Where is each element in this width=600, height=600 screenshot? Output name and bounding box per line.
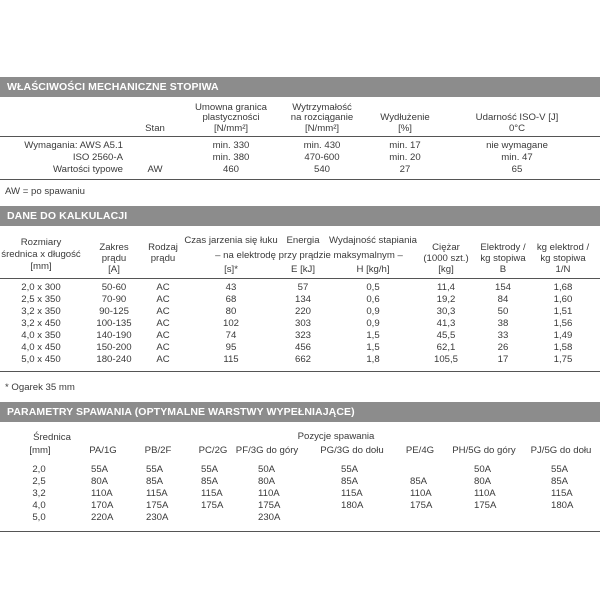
params-cell: 80A [258, 476, 276, 487]
col-header-wydajnosc-2: H [kg/h] [356, 264, 390, 275]
params-cell: 85A [146, 476, 164, 487]
calc-cell: 1,58 [553, 342, 573, 353]
calc-cell: 41,3 [436, 318, 456, 329]
col-header-kg-2: kg stopiwa [540, 253, 586, 264]
calc-cell: 38 [497, 318, 509, 329]
calc-cell: 57 [297, 282, 309, 293]
col-header-kg-1: kg elektrod / [536, 242, 590, 253]
params-cell: 175A [258, 500, 281, 511]
calc-cell: 11,4 [437, 282, 455, 293]
mech-cell: min. 430 [303, 140, 341, 151]
col-header-rozmiary-1: Rozmiary [20, 237, 62, 248]
calc-cell: 154 [494, 282, 512, 293]
col-header-ciezar-1: Ciężar [432, 242, 460, 253]
params-cell: 115A [341, 488, 363, 499]
params-cell: 50A [474, 464, 492, 475]
params-cell: 230A [146, 512, 169, 523]
col-header-elektrody-1: Elektrody / [480, 242, 526, 253]
col-header-wydl-2: [%] [398, 123, 412, 134]
calc-cell: 19,2 [436, 294, 456, 305]
calc-cell: 74 [225, 330, 237, 341]
calc-cell: 62,1 [436, 342, 456, 353]
calc-cell: 30,3 [436, 306, 456, 317]
calc-cell: 0,5 [366, 282, 380, 293]
calc-cell: 1,5 [366, 342, 380, 353]
mech-row-label: ISO 2560-A [72, 152, 123, 163]
calc-cell: 1,5 [366, 330, 380, 341]
calc-cell: 115 [223, 354, 239, 365]
col-header-energia-2: E [kJ] [291, 264, 315, 275]
calc-cell: 662 [294, 354, 312, 365]
col-header-wydajnosc-1: Wydajność stapiania [329, 235, 417, 246]
calc-cell: 84 [497, 294, 509, 305]
params-col-header: PF/3G do góry [235, 445, 299, 456]
calc-cell: 90-125 [99, 306, 129, 317]
params-cell: 170A [91, 500, 114, 511]
params-col-header: PB/2F [144, 445, 172, 456]
calc-cell: AC [156, 306, 170, 317]
calc-cell: 0,6 [366, 294, 380, 305]
col-header-zakres-1: Zakres [99, 242, 129, 253]
mech-bottom-rule [0, 179, 600, 180]
col-header-pozycje: Pozycje spawania [297, 431, 375, 442]
params-cell: 85A [341, 476, 359, 487]
calc-cell: 70-90 [101, 294, 127, 305]
mech-cell: min. 17 [389, 140, 421, 151]
calc-cell: AC [156, 342, 170, 353]
params-cell: 175A [146, 500, 169, 511]
col-header-ciezar-3: [kg] [438, 264, 454, 275]
col-header-zakres-2: prądu [101, 253, 127, 264]
mech-row-label: Wartości typowe [52, 164, 123, 175]
params-cell: 55A [146, 464, 164, 475]
params-bottom-rule [0, 531, 600, 532]
params-cell: 85A [201, 476, 219, 487]
mech-section-title: WŁAŚCIWOŚCI MECHANICZNE STOPIWA [0, 77, 600, 97]
calc-cell: 220 [294, 306, 312, 317]
calc-cell: 95 [225, 342, 237, 353]
calc-cell: 1,49 [553, 330, 573, 341]
mech-cell: min. 330 [212, 140, 250, 151]
calc-cell: 1,60 [553, 294, 573, 305]
params-cell: 220A [91, 512, 114, 523]
params-row-diameter: 2,0 [32, 464, 46, 475]
calc-cell: 303 [294, 318, 312, 329]
calc-cell: 45,5 [436, 330, 456, 341]
params-cell: 55A [551, 464, 569, 475]
params-cell: 85A [551, 476, 569, 487]
mech-cell-stan: AW [147, 164, 163, 175]
params-cell: 110A [91, 488, 113, 499]
calc-cell: 102 [222, 318, 240, 329]
mech-cell: nie wymagane [486, 140, 548, 151]
col-header-czas-2: [s]* [224, 264, 238, 275]
params-cell: 85A [410, 476, 428, 487]
calc-cell: 68 [225, 294, 237, 305]
calc-cell: 1,56 [553, 318, 573, 329]
col-header-rozmiary-3: [mm] [30, 261, 52, 272]
params-cell: 180A [551, 500, 574, 511]
calc-cell: 43 [225, 282, 237, 293]
col-header-srednica-1: Średnica [33, 432, 71, 443]
params-cell: 180A [341, 500, 364, 511]
calc-cell: 1,75 [553, 354, 573, 365]
params-cell: 175A [201, 500, 224, 511]
calc-cell: 105,5 [433, 354, 459, 365]
col-header-wytrz-1: Wytrzymałość [292, 102, 352, 113]
calc-cell: AC [156, 318, 170, 329]
col-header-energia-1: Energia [286, 235, 320, 246]
calc-cell: 80 [225, 306, 237, 317]
calc-row-size: 2,5 x 350 [21, 294, 61, 305]
mech-cell: 27 [399, 164, 411, 175]
calc-note: * Ogarek 35 mm [5, 382, 75, 393]
params-col-header: PJ/5G do dołu [530, 445, 592, 456]
col-header-ciezar-2: (1000 szt.) [423, 253, 469, 264]
mech-cell: min. 380 [212, 152, 250, 163]
col-header-udar-1: Udarność ISO-V [J] [475, 112, 559, 123]
params-cell: 115A [201, 488, 223, 499]
params-cell: 80A [91, 476, 109, 487]
params-col-header: PE/4G [405, 445, 435, 456]
calc-cell: 1,51 [553, 306, 573, 317]
calc-cell: 26 [497, 342, 509, 353]
mech-cell: 470-600 [304, 152, 340, 163]
col-header-kg-3: 1/N [555, 264, 571, 275]
calc-header-rule [0, 278, 600, 279]
params-row-diameter: 2,5 [32, 476, 46, 487]
params-cell: 175A [410, 500, 433, 511]
mech-cell: 65 [511, 164, 523, 175]
params-cell: 115A [551, 488, 573, 499]
params-cell: 80A [474, 476, 492, 487]
calc-row-size: 2,0 x 300 [21, 282, 61, 293]
calc-cell: 456 [294, 342, 312, 353]
mech-cell: min. 20 [389, 152, 421, 163]
params-col-header: PG/3G do dołu [320, 445, 384, 456]
calc-cell: 323 [294, 330, 312, 341]
col-header-rodzaj-1: Rodzaj [148, 242, 178, 253]
col-header-czas-span: – na elektrodę przy prądzie maksymalnym – [215, 250, 403, 261]
col-header-wytrz-3: [N/mm²] [304, 123, 340, 134]
mech-cell: 460 [222, 164, 240, 175]
params-cell: 175A [474, 500, 497, 511]
calc-cell: 100-135 [96, 318, 132, 329]
col-header-srednica-2: [mm] [29, 445, 51, 456]
calc-cell: 0,9 [366, 306, 380, 317]
calc-cell: 1,68 [553, 282, 573, 293]
params-row-diameter: 5,0 [32, 512, 46, 523]
col-header-elektrody-2: kg stopiwa [480, 253, 526, 264]
params-row-diameter: 4,0 [32, 500, 46, 511]
calc-row-size: 4,0 x 350 [21, 330, 61, 341]
mech-row-label: Wymagania: AWS A5.1 [24, 140, 123, 151]
col-header-wydl-1: Wydłużenie [380, 112, 430, 123]
col-header-stan: Stan [145, 123, 165, 134]
params-cell: 110A [258, 488, 280, 499]
params-col-header: PH/5G do góry [452, 445, 516, 456]
calc-row-size: 4,0 x 450 [21, 342, 61, 353]
col-header-granica-1: Umowna granica [195, 102, 267, 113]
col-header-rozmiary-2: średnica x długość [1, 249, 81, 260]
calc-cell: AC [156, 354, 170, 365]
mech-cell: min. 47 [501, 152, 533, 163]
params-col-header: PA/1G [89, 445, 117, 456]
params-cell: 55A [201, 464, 219, 475]
col-header-elektrody-3: B [499, 264, 507, 275]
col-header-wytrz-2: na rozciąganie [290, 112, 354, 123]
params-cell: 110A [474, 488, 496, 499]
calc-bottom-rule [0, 371, 600, 372]
mech-note: AW = po spawaniu [5, 186, 85, 197]
col-header-udar-2: 0°C [508, 123, 526, 134]
calc-cell: AC [156, 330, 170, 341]
params-row-diameter: 3,2 [32, 488, 46, 499]
col-header-zakres-3: [A] [108, 264, 120, 275]
col-header-granica-3: [N/mm²] [213, 123, 249, 134]
params-cell: 115A [146, 488, 168, 499]
col-header-rodzaj-2: prądu [150, 253, 176, 264]
calc-cell: 134 [294, 294, 312, 305]
calc-section-title: DANE DO KALKULACJI [0, 206, 600, 226]
calc-cell: 140-190 [96, 330, 132, 341]
calc-row-size: 3,2 x 350 [21, 306, 61, 317]
calc-cell: 17 [497, 354, 509, 365]
calc-cell: AC [156, 282, 170, 293]
calc-cell: AC [156, 294, 170, 305]
params-cell: 110A [410, 488, 432, 499]
calc-cell: 50-60 [101, 282, 127, 293]
params-cell: 55A [91, 464, 109, 475]
mech-cell: 540 [313, 164, 331, 175]
calc-row-size: 5,0 x 450 [21, 354, 61, 365]
col-header-granica-2: plastyczności [202, 112, 260, 123]
col-header-czas-1: Czas jarzenia się łuku [184, 235, 278, 246]
calc-cell: 180-240 [96, 354, 132, 365]
calc-cell: 50 [497, 306, 509, 317]
calc-cell: 150-200 [96, 342, 132, 353]
params-cell: 230A [258, 512, 281, 523]
calc-cell: 1,8 [366, 354, 380, 365]
params-cell: 50A [258, 464, 276, 475]
mech-header-rule [0, 136, 600, 137]
calc-cell: 33 [497, 330, 509, 341]
params-col-header: PC/2G [198, 445, 228, 456]
calc-row-size: 3,2 x 450 [21, 318, 61, 329]
calc-cell: 0,9 [366, 318, 380, 329]
params-cell: 55A [341, 464, 359, 475]
params-section-title: PARAMETRY SPAWANIA (OPTYMALNE WARSTWY WYPEŁNIAJĄCE) [0, 402, 600, 422]
